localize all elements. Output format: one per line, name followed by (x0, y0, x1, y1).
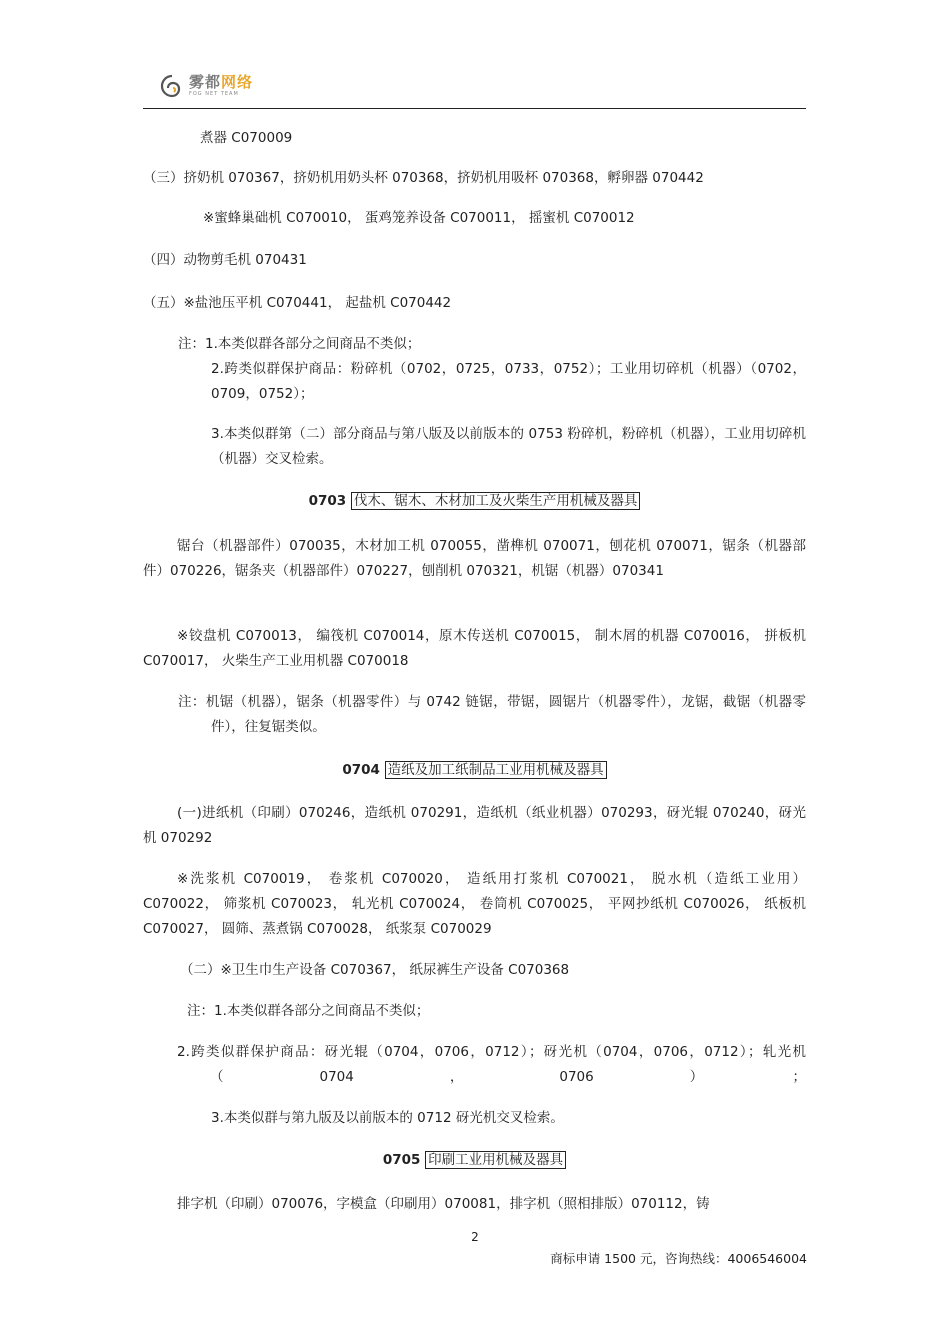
section-code: 0704 (342, 762, 380, 778)
company-logo (160, 74, 253, 98)
note-line: 2.跨类似群保护商品：粉碎机（0702，0725，0733，0752）；工业用切碎机（机器）（0702，0709，0752）； (211, 361, 806, 402)
item-line: （四）动物剪毛机 070431 (143, 252, 307, 268)
note-line: 注：1.本类似群各部分之间商品不类似； (178, 336, 421, 352)
item-line: （三）挤奶机 070367，挤奶机用奶头杯 070368，挤奶机用吸杯 070368，孵卵器 070442 (143, 170, 704, 186)
section-title: 造纸及加工纸制品工业用机械及器具 (385, 761, 607, 779)
page-number: 2 (471, 1230, 479, 1244)
item-line: （五）※盐池压平机 C070441， 起盐机 C070442 (143, 295, 452, 311)
logo-name-a: 雾都 (189, 73, 222, 91)
item-line: ※蜜蜂巢础机 C070010， 蛋鸡笼养设备 C070011， 摇蜜机 C070012 (203, 210, 635, 226)
section-heading-0704 (143, 758, 806, 783)
item-paragraph: ※铰盘机 C070013， 编筏机 C070014，原木传送机 C070015， 制木屑的机器 C070016， 拼板机 C070017， 火柴生产工业用机器 C070018 (143, 628, 806, 669)
logo-subtitle: FOG NET TEAM (189, 91, 239, 97)
section-code: 0705 (382, 1152, 421, 1168)
header-divider (143, 108, 806, 109)
footer-contact: 商标申请 1500 元，咨询热线：4006546004 (550, 1251, 807, 1266)
item-paragraph: 锯台（机器部件）070035，木材加工机 070055，凿榫机 070071，刨花机 070071，锯条（机器部件）070226，锯条夹（机器部件）070227，刨削机 070321，机锯（机器）070341 (143, 538, 806, 579)
item-line: 煮器 C070009 (200, 130, 293, 146)
section-title: 印刷工业用机械及器具 (425, 1151, 566, 1169)
note-line: 注：1.本类似群各部分之间商品不类似； (187, 1003, 430, 1019)
item-line: （二）※卫生巾生产设备 C070367， 纸尿裤生产设备 C070368 (180, 962, 570, 978)
item-paragraph: ※洗浆机 C070019， 卷浆机 C070020， 造纸用打浆机 C070021， 脱水机（造纸工业用）C070022， 筛浆机 C070023， 轧光机 C070024， 卷筒机 C070025， 平网抄纸机 C070026， 纸板机 C070027， 圆筛、蒸煮锅 C070028， 纸浆泵 C070029 (143, 871, 806, 937)
note-paragraph: 注：机锯（机器），锯条（机器零件）与 0742 链锯，带锯，圆锯片（机器零件），龙锯，截锯（机器零件），往复锯类似。 (178, 694, 806, 735)
item-paragraph: 排字机（印刷）070076，字模盒（印刷用）070081，排字机（照相排版）070112，铸 (177, 1196, 710, 1212)
section-heading-0705 (143, 1148, 806, 1173)
note-line: 3.本类似群第（二）部分商品与第八版及以前版本的 0753 粉碎机，粉碎机（机器），工业用切碎机（机器）交叉检索。 (211, 426, 806, 467)
section-code: 0703 (308, 493, 347, 509)
logo-name-b: 网络 (221, 73, 254, 91)
section-title: 伐木、锯木、木材加工及火柴生产用机械及器具 (351, 492, 641, 510)
note-line: 3.本类似群与第九版及以前版本的 0712 砑光机交叉检索。 (211, 1110, 564, 1126)
section-heading-0703 (143, 489, 806, 514)
logo-text (189, 75, 253, 97)
note-paragraph: 2.跨类似群保护商品：砑光辊（0704，0706，0712）；砑光机（0704，0706，0712）；轧光机（0704，0706）； (177, 1044, 806, 1085)
item-paragraph: (一)进纸机（印刷）070246，造纸机 070291，造纸机（纸业机器）070293，砑光辊 070240，砑光机 070292 (143, 805, 806, 846)
logo-swirl-icon (160, 74, 184, 98)
